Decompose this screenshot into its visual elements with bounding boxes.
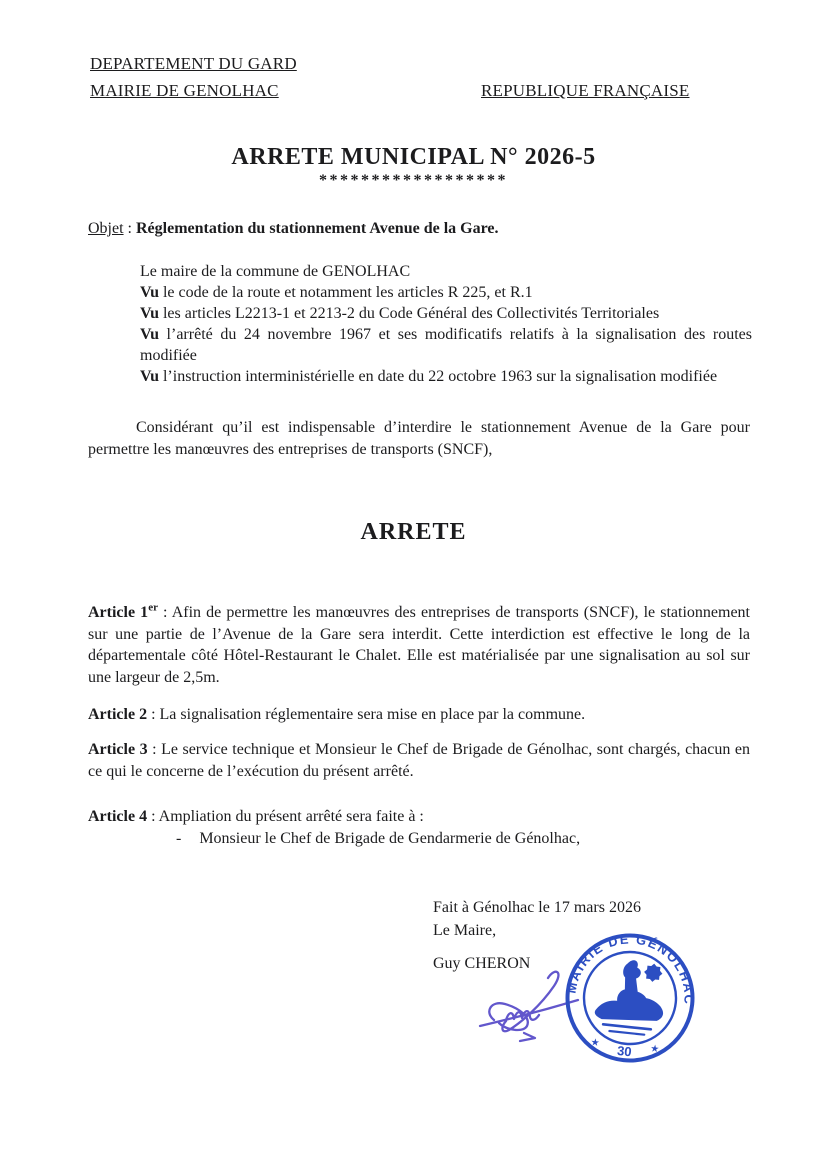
vu-line-4 xyxy=(140,366,752,387)
stars-separator: ****************** xyxy=(319,172,508,189)
considerant-line-1: Considérant qu’il est indispensable d’interdire le stationnement Avenue de la Gare pour xyxy=(136,419,750,436)
signature-role: Le Maire, xyxy=(433,922,497,939)
vu-keyword: Vu xyxy=(140,326,159,343)
article-4-label: Article 4 xyxy=(88,808,148,825)
header-right xyxy=(481,77,690,104)
vu-text: l’instruction interministérielle en date du 22 octobre 1963 sur la signalisation modifiée xyxy=(158,368,718,385)
list-item-text: Monsieur le Chef de Brigade de Gendarmerie de Génolhac, xyxy=(199,829,581,847)
considerant-paragraph xyxy=(88,417,750,461)
municipal-stamp xyxy=(562,930,698,1066)
considerant-line-2: permettre les manœuvres des entreprises de transports (SNCF), xyxy=(88,441,493,458)
article-3-label: Article 3 xyxy=(88,741,148,758)
article-2-label: Article 2 xyxy=(88,706,148,723)
vu-text: le code de la route et notamment les articles R 225, et R.1 xyxy=(158,284,533,301)
article-4-list-item xyxy=(88,828,750,850)
vu-text: l’arrêté du 24 novembre 1967 et ses modificatifs relatifs à la signalisation des routes xyxy=(158,326,752,343)
stamp-number: 30 xyxy=(616,1042,633,1060)
article-3-text: : Le service technique et Monsieur le Chef de Brigade de Génolhac, sont chargés, chacun en ce qui le concerne de l’exécution du présent arrêté. xyxy=(88,741,750,780)
vu-line-3 xyxy=(140,324,752,345)
signature-place-date: Fait à Génolhac le 17 mars 2026 xyxy=(433,899,641,916)
vu-line-1 xyxy=(140,282,752,303)
article-2 xyxy=(88,704,750,726)
header-left xyxy=(90,50,297,104)
arrete-heading: ARRETE xyxy=(360,519,467,545)
republique-line: REPUBLIQUE FRANÇAISE xyxy=(481,81,690,100)
vu-line-2 xyxy=(140,303,752,324)
stamp-group xyxy=(562,930,698,1066)
preamble xyxy=(140,261,752,387)
vu-line-3-wrap: modifiée xyxy=(140,347,197,364)
objet-text: Réglementation du stationnement Avenue de la Gare. xyxy=(136,220,499,237)
vu-keyword: Vu xyxy=(140,284,159,301)
stamp-emblem xyxy=(593,957,668,1037)
vu-keyword: Vu xyxy=(140,368,159,385)
article-4-line xyxy=(88,806,750,828)
department-line: DEPARTEMENT DU GARD xyxy=(90,54,297,73)
preamble-intro: Le maire de la commune de GENOLHAC xyxy=(140,263,411,280)
article-1 xyxy=(88,602,750,688)
article-1-text: : Afin de permettre les manœuvres des entreprises de transports (SNCF), le stationnement sur une partie de l’Avenue de la Gare sera interdit. Cette interdiction est effective le long de la départementale côté Hôtel-Restaurant le Chalet. Elle est matérialisée par une signalisation au sol sur une largeur de 2,5m. xyxy=(88,604,751,686)
stamp-star-left-icon: ★ xyxy=(590,1037,601,1050)
signature-name: Guy CHERON xyxy=(433,955,531,972)
objet-label: Objet xyxy=(88,220,124,237)
article-1-sup: er xyxy=(148,601,158,614)
decree-title: ARRETE MUNICIPAL N° 2026-5 xyxy=(231,144,596,170)
objet-line xyxy=(88,220,499,238)
stamp-star-right-icon: ★ xyxy=(649,1043,660,1056)
mairie-line: MAIRIE DE GENOLHAC xyxy=(90,81,279,100)
article-1-label: Article 1 xyxy=(88,604,149,621)
stamp-ring-text: MAIRIE DE GÉNOLHAC xyxy=(563,931,697,1006)
article-3 xyxy=(88,739,750,782)
article-4 xyxy=(88,806,750,849)
vu-text: les articles L2213-1 et 2213-2 du Code Général des Collectivités Territoriales xyxy=(158,305,660,322)
list-dash: - xyxy=(176,829,182,847)
article-4-text: : Ampliation du présent arrêté sera faite à : xyxy=(147,808,424,825)
vu-keyword: Vu xyxy=(140,305,159,322)
objet-separator: : xyxy=(123,220,136,237)
article-2-text: : La signalisation réglementaire sera mise en place par la commune. xyxy=(147,706,586,723)
